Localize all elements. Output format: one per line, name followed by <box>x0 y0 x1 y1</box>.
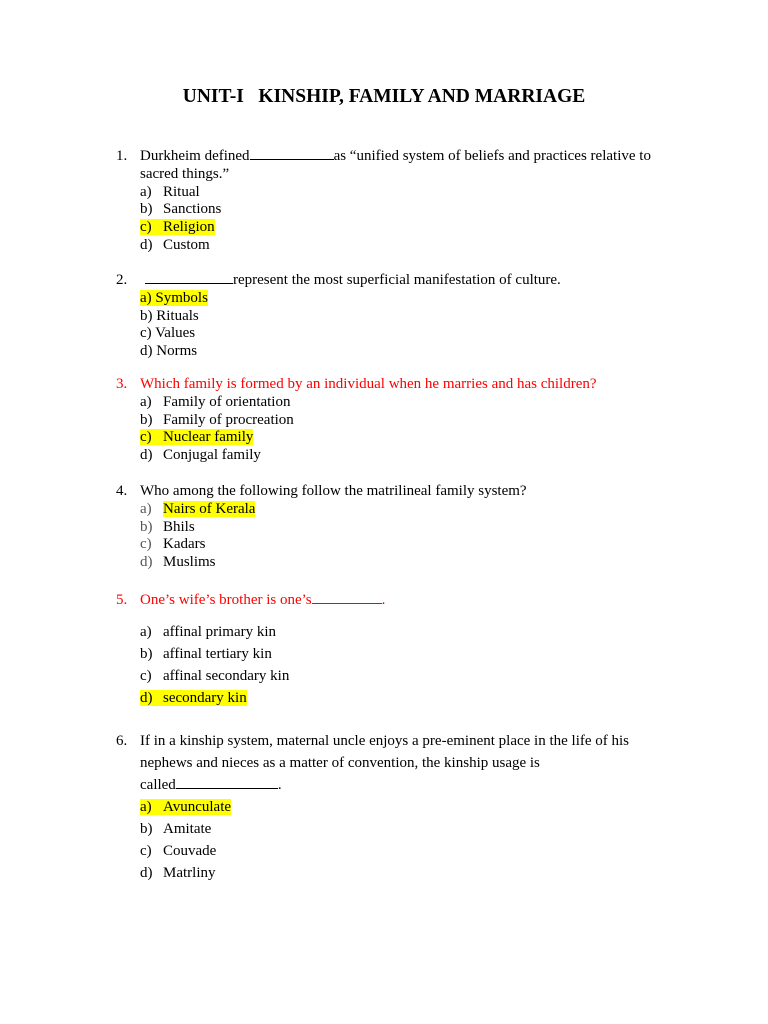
question-number: 5. <box>116 592 128 608</box>
question-text-continued: nephews and nieces as a matter of convention, the kinship usage is <box>140 755 540 771</box>
question-6 <box>116 730 629 884</box>
question-text: Who among the following follow the matrilineal family system? <box>140 483 527 499</box>
question-2 <box>116 270 561 361</box>
question-text-continued: sacred things.” <box>140 165 230 182</box>
option-c: c) Values <box>140 325 196 342</box>
option-b: b) Rituals <box>140 307 199 324</box>
question-number: 3. <box>116 376 128 392</box>
document-title: UNIT-I KINSHIP, FAMILY AND MARRIAGE <box>182 86 586 107</box>
option-b: b) Family of procreation <box>140 411 294 428</box>
option-a: a) Family of orientation <box>140 393 291 410</box>
option-a-correct: a) Avunculate <box>140 799 232 815</box>
question-3 <box>116 376 597 465</box>
question-4-line <box>116 483 527 501</box>
option-a-correct: a) Nairs of Kerala <box>140 500 256 517</box>
question-text: represent the most superficial manifestation of culture. <box>233 272 561 288</box>
question-text-continued: called . <box>140 777 282 793</box>
option-c-correct: c) Nuclear family <box>140 429 254 446</box>
option-a-correct: a) Symbols <box>140 289 208 306</box>
question-4 <box>116 483 527 572</box>
question-number: 1. <box>116 148 128 164</box>
option-d: d) Conjugal family <box>140 447 261 464</box>
question-text: . <box>381 592 386 608</box>
question-1-line <box>116 146 651 166</box>
question-5-options <box>116 621 289 709</box>
option-c: c) affinal secondary kin <box>140 668 290 684</box>
question-text: as “unified system of beliefs and practices relative to <box>333 148 651 164</box>
option-d-correct: d) secondary kin <box>140 690 247 706</box>
question-2-line <box>116 270 561 290</box>
question-number: 4. <box>116 483 128 499</box>
option-c: c) Kadars <box>140 536 206 553</box>
question-3-line <box>116 376 597 394</box>
answer-blank <box>250 146 334 160</box>
answer-blank <box>145 270 233 284</box>
option-d: d) Custom <box>140 236 210 253</box>
question-text: If in a kinship system, maternal uncle enjoys a pre-eminent place in the life of his <box>140 733 630 749</box>
question-1 <box>116 146 651 255</box>
question-5 <box>116 590 385 610</box>
option-c: c) Couvade <box>140 843 217 859</box>
option-a: a) affinal primary kin <box>140 624 277 640</box>
option-d: d) Norms <box>140 343 198 360</box>
question-text: One’s wife’s brother is one’s <box>140 592 312 608</box>
answer-blank <box>312 590 382 604</box>
option-a: a) Ritual <box>140 183 200 200</box>
question-6-line <box>116 730 629 752</box>
question-text: Which family is formed by an individual when he marries and has children? <box>140 376 597 392</box>
option-b: b) Sanctions <box>140 201 222 218</box>
option-d: d) Muslims <box>140 554 216 571</box>
question-5-line <box>116 590 385 610</box>
option-b: b) Bhils <box>140 518 195 535</box>
option-d: d) Matrliny <box>140 865 216 881</box>
question-text: Durkheim defined <box>140 148 250 164</box>
question-number: 2. <box>116 272 128 288</box>
question-number: 6. <box>116 733 128 749</box>
option-c-correct: c) Religion <box>140 219 215 236</box>
answer-blank <box>176 775 278 789</box>
option-b: b) Amitate <box>140 821 212 837</box>
option-b: b) affinal tertiary kin <box>140 646 272 662</box>
